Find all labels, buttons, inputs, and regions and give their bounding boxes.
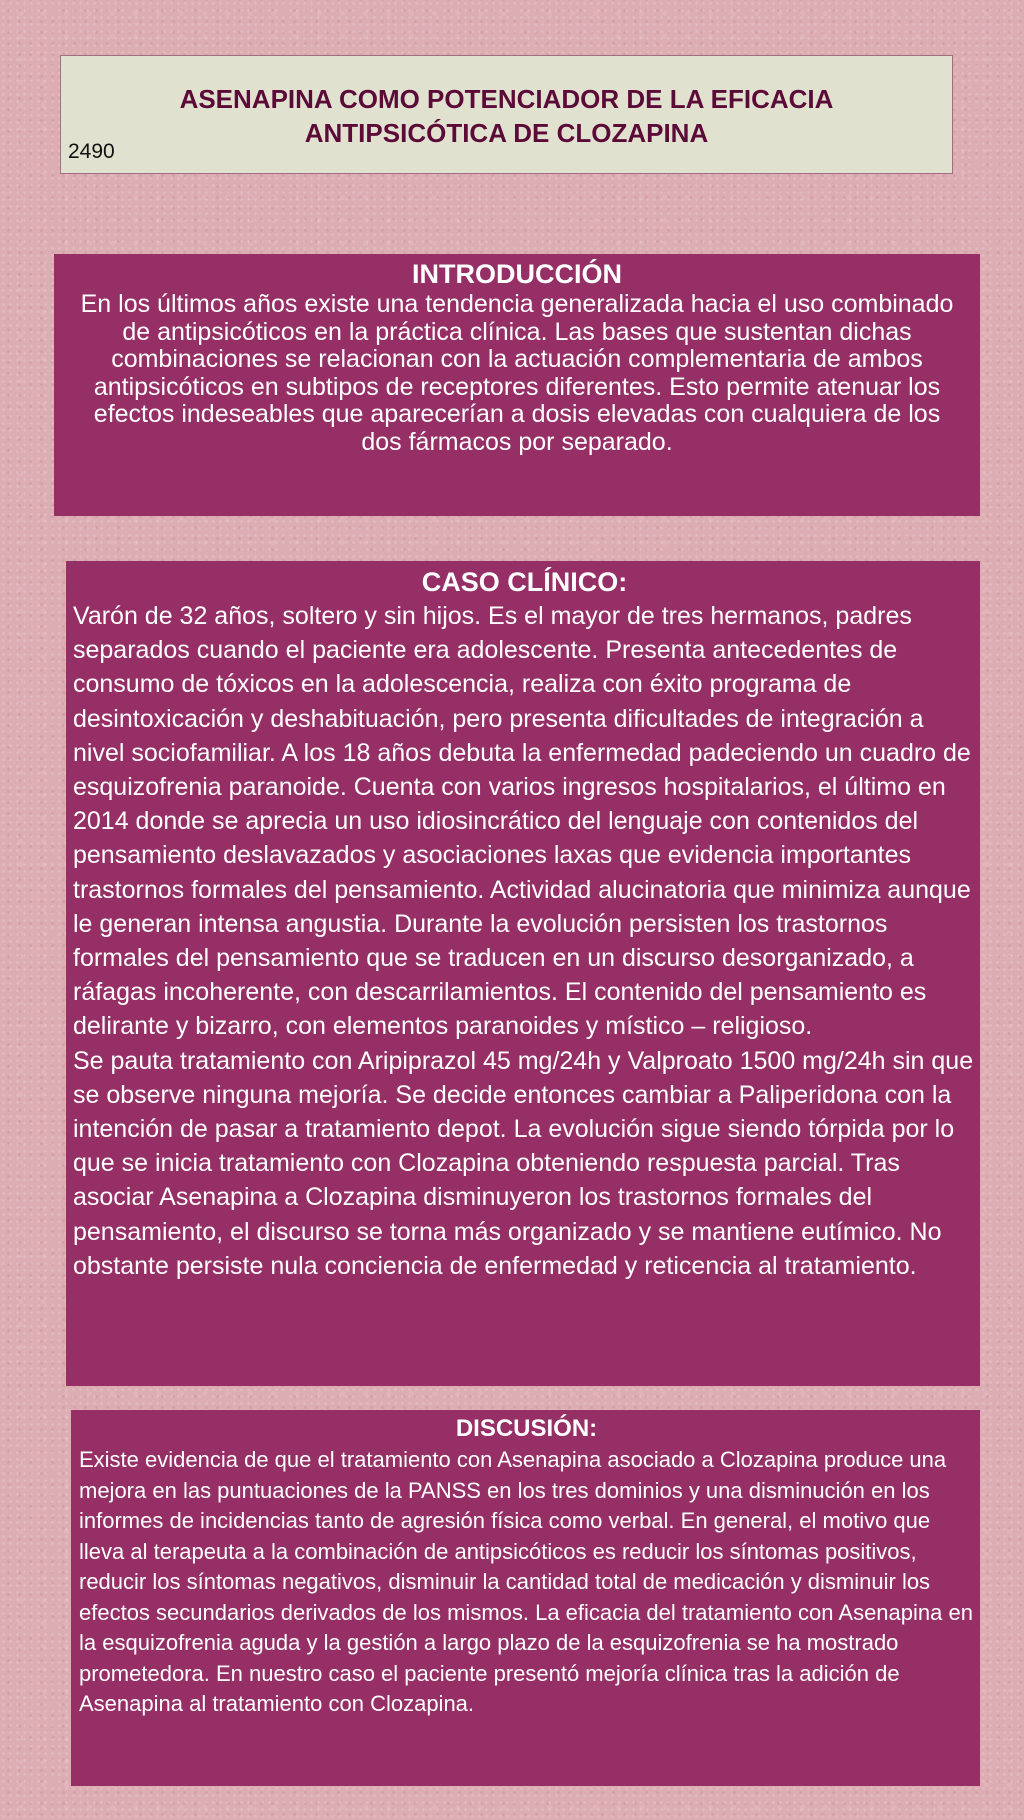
poster-title: ASENAPINA COMO POTENCIADOR DE LA EFICACIA ANTIPSICÓTICA DE CLOZAPINA (179, 84, 834, 148)
caso-clinico-paragraph-1: Varón de 32 años, soltero y sin hijos. Es el mayor de tres hermanos, padres separados cuando el paciente era adolescente. Presenta antecedentes de consumo de tóxicos en la adolescencia, realiza con éxito programa de desintoxicación y deshabituación, pero presenta dificultades de integración a nivel sociofamiliar. A los 18 años debuta la enfermedad padeciendo un cuadro de esquizofrenia paranoide. Cuenta con varios ingresos hospitalarios, el último en 2014 donde se aprecia un uso idiosincrático del lenguaje con contenidos del pensamiento deslavazados y asociaciones laxas que evidencia importantes trastornos formales del pensamiento. Actividad alucinatoria que minimiza aunque le generan intensa angustia. Durante la evolución persisten los trastornos formales del pensamiento que se traducen en un discurso desorganizado, a ráfagas incoherente, con descarrilamientos. El contenido del pensamiento es delirante y bizarro, con elementos paranoides y místico – religioso. (73, 602, 971, 1041)
introduccion-heading: INTRODUCCIÓN (412, 259, 622, 289)
introduccion-section (54, 254, 980, 516)
title-box (60, 55, 953, 174)
discusion-body: Existe evidencia de que el tratamiento con Asenapina asociado a Clozapina produce una mejora en las puntuaciones de la PANSS en los tres dominios y una disminución en los informes de incidencias tanto de agresión física como verbal. En general, el motivo que lleva al terapeuta a la combinación de antipsicóticos es reducir los síntomas positivos, reducir los síntomas negativos, disminuir la cantidad total de medicación y disminuir los efectos secundarios derivados de los mismos. La eficacia del tratamiento con Asenapina en la esquizofrenia aguda y la gestión a largo plazo de la esquizofrenia se ha mostrado prometedora. En nuestro caso el paciente presentó mejoría clínica tras la adición de Asenapina al tratamiento con Clozapina. (79, 1447, 973, 1716)
poster-number: 2490 (68, 140, 115, 163)
introduccion-body: En los últimos años existe una tendencia generalizada hacia el uso combinado de antipsicóticos en la práctica clínica. Las bases que sustentan dichas combinaciones se relacionan con la actuación complementaria de ambos antipsicóticos en subtipos de receptores diferentes. Esto permite atenuar los efectos indeseables que aparecerían a dosis elevadas con cualquiera de los dos fármacos por separado. (80, 290, 954, 456)
caso-clinico-heading: CASO CLÍNICO: (421, 567, 628, 597)
caso-clinico-paragraph-2: Se pauta tratamiento con Aripiprazol 45 mg/24h y Valproato 1500 mg/24h sin que se observe ninguna mejoría. Se decide entonces cambiar a Paliperidona con la intención de pasar a tratamiento depot. La evolución sigue siendo tórpida por lo que se inicia tratamiento con Clozapina obteniendo respuesta parcial. Tras asociar Asenapina a Clozapina disminuyeron los trastornos formales del pensamiento, el discurso se torna más organizado y se mantiene eutímico. No obstante persiste nula conciencia de enfermedad y reticencia al tratamiento. (73, 1046, 974, 1280)
discusion-heading: DISCUSIÓN: (455, 1415, 598, 1442)
caso-clinico-body (73, 599, 976, 1283)
discusion-section (71, 1410, 980, 1786)
caso-clinico-section (66, 561, 980, 1386)
